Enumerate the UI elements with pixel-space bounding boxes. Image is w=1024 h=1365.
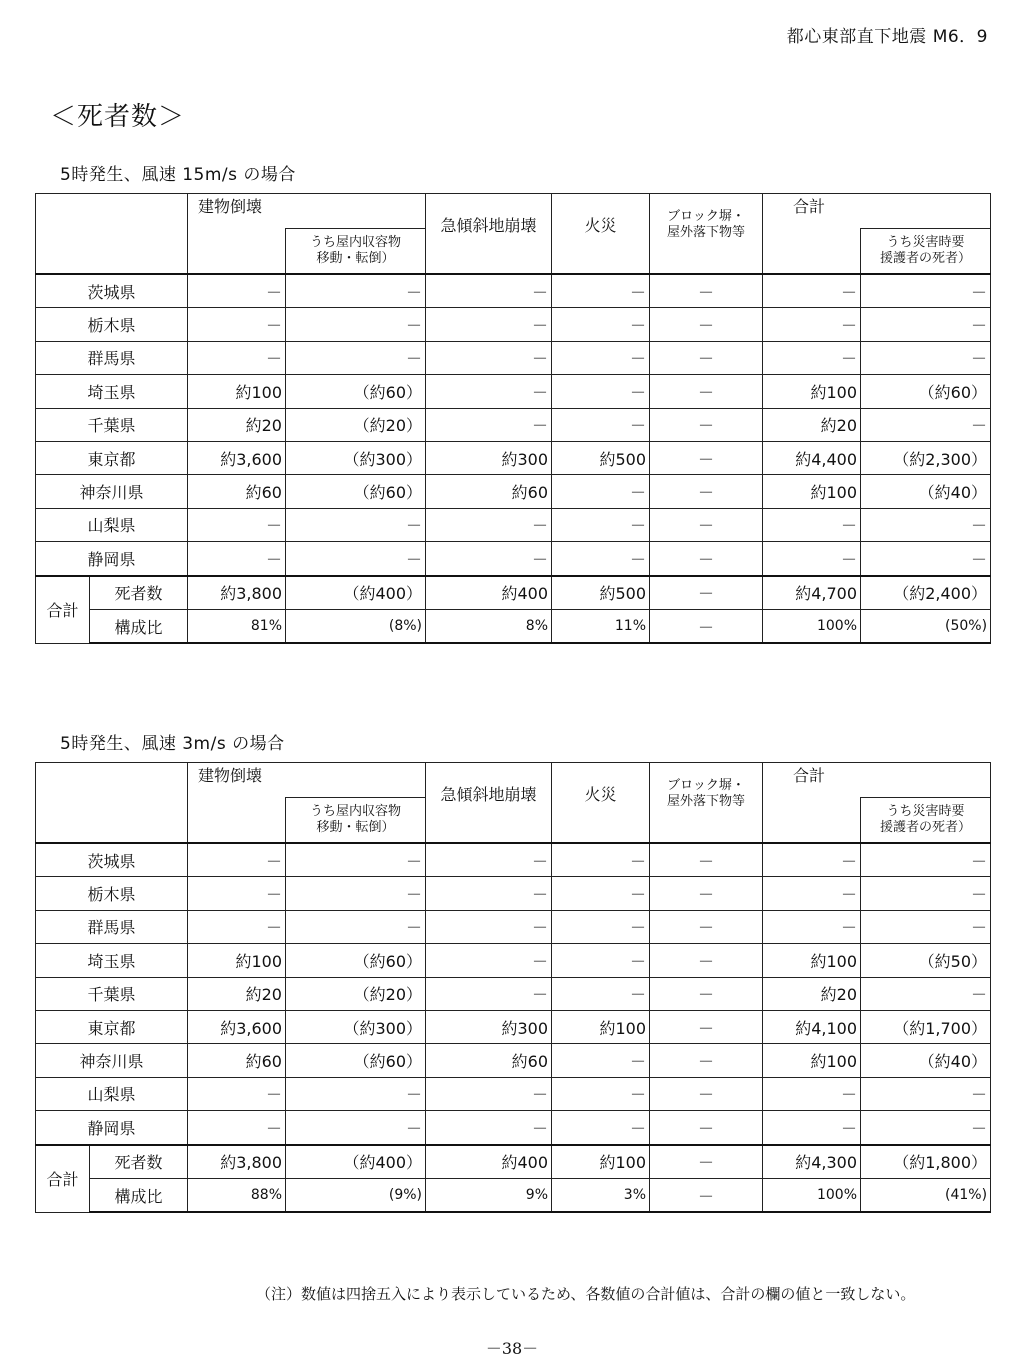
ratio-cell: 9% (426, 1178, 552, 1212)
data-cell: － (286, 308, 426, 341)
data-cell: － (286, 274, 426, 308)
data-cell: － (552, 1111, 650, 1145)
header-row (36, 763, 991, 798)
total-deaths-cell: － (650, 1145, 763, 1179)
col-header-indoor-sub: うち屋内収容物 移動・転倒） (286, 229, 426, 275)
total-deaths-cell: － (650, 576, 763, 610)
data-cell: （約60） (286, 375, 426, 408)
data-cell: － (552, 1077, 650, 1110)
total-deaths-cell: 約400 (426, 1145, 552, 1179)
data-cell: － (861, 408, 991, 441)
data-cell: － (188, 877, 286, 910)
table-row (36, 1077, 991, 1110)
prefecture-name: 千葉県 (36, 408, 188, 441)
prefecture-name: 栃木県 (36, 308, 188, 341)
data-cell: － (552, 877, 650, 910)
footnote: （注）数値は四捨五入により表示しているため、各数値の合計値は、合計の欄の値と一致しない。 (256, 1285, 916, 1303)
table-row (36, 1044, 991, 1077)
data-cell: － (426, 308, 552, 341)
data-cell: － (426, 508, 552, 541)
data-cell: 約20 (188, 408, 286, 441)
table-row (36, 877, 991, 910)
data-cell: － (650, 508, 763, 541)
data-cell: 約100 (763, 944, 861, 977)
data-cell: － (763, 843, 861, 877)
data-cell: － (650, 1044, 763, 1077)
table-row (36, 910, 991, 943)
total-deaths-cell: 約500 (552, 576, 650, 610)
data-cell: 約300 (426, 441, 552, 474)
data-cell: － (650, 877, 763, 910)
data-cell: － (650, 308, 763, 341)
data-cell: － (426, 910, 552, 943)
data-cell: － (286, 1111, 426, 1145)
col-header-building-collapse: 建物倒壊 (188, 194, 426, 229)
data-cell: （約40） (861, 475, 991, 508)
prefecture-name: 神奈川県 (36, 1044, 188, 1077)
col-header-block-wall: ブロック塀・ 屋外落下物等 (650, 763, 763, 844)
col-header-total: 合計 (763, 763, 991, 798)
ratio-cell: 3% (552, 1178, 650, 1212)
col-header-steep-slope: 急傾斜地崩壊 (426, 194, 552, 275)
death-toll-table-wind-15 (35, 193, 991, 644)
table-row (36, 944, 991, 977)
data-cell: － (861, 508, 991, 541)
data-cell: － (552, 308, 650, 341)
data-cell: － (650, 843, 763, 877)
prefecture-name: 群馬県 (36, 341, 188, 374)
data-cell: （約60） (286, 944, 426, 977)
data-cell: － (763, 542, 861, 576)
table-caption-wind-3: 5時発生、風速 3m/s の場合 (60, 734, 285, 754)
ratio-cell: 8% (426, 609, 552, 643)
header-corner-cell (36, 763, 188, 844)
death-toll-table-wind-3 (35, 762, 991, 1213)
total-deaths-cell: 約400 (426, 576, 552, 610)
data-cell: 約3,600 (188, 1010, 286, 1043)
col-header-fire: 火災 (552, 763, 650, 844)
data-cell: 約100 (763, 1044, 861, 1077)
data-cell: － (426, 843, 552, 877)
data-cell: － (650, 1010, 763, 1043)
data-cell: － (650, 341, 763, 374)
data-cell: － (763, 341, 861, 374)
col-header-indoor-sub: うち屋内収容物 移動・転倒） (286, 798, 426, 844)
prefecture-name: 茨城県 (36, 843, 188, 877)
table-row (36, 274, 991, 308)
data-cell: － (763, 910, 861, 943)
table-row (36, 408, 991, 441)
data-cell: 約60 (426, 475, 552, 508)
header-corner-cell (36, 194, 188, 275)
total-deaths-cell: 約4,700 (763, 576, 861, 610)
data-cell: 約60 (426, 1044, 552, 1077)
data-cell: － (650, 542, 763, 576)
data-cell: － (861, 910, 991, 943)
data-cell: － (188, 341, 286, 374)
data-cell: － (650, 910, 763, 943)
data-cell: 約100 (763, 475, 861, 508)
data-cell: － (650, 441, 763, 474)
deaths-label: 死者数 (90, 576, 188, 610)
total-deaths-cell: （約1,800） (861, 1145, 991, 1179)
data-cell: － (861, 977, 991, 1010)
ratio-cell: (41%) (861, 1178, 991, 1212)
prefecture-name: 山梨県 (36, 508, 188, 541)
data-cell: － (426, 944, 552, 977)
table-row (36, 1111, 991, 1145)
data-cell: － (763, 274, 861, 308)
data-cell: － (552, 475, 650, 508)
data-cell: － (861, 1077, 991, 1110)
data-cell: － (426, 274, 552, 308)
data-cell: 約60 (188, 475, 286, 508)
data-cell: － (552, 508, 650, 541)
table-row (36, 475, 991, 508)
data-cell: － (861, 1111, 991, 1145)
total-deaths-cell: 約4,300 (763, 1145, 861, 1179)
prefecture-name: 山梨県 (36, 1077, 188, 1110)
data-cell: － (188, 843, 286, 877)
total-deaths-row (36, 576, 991, 610)
prefecture-name: 静岡県 (36, 542, 188, 576)
data-cell: － (552, 910, 650, 943)
data-cell: 約500 (552, 441, 650, 474)
header-spacer-cell (763, 798, 861, 844)
table-row (36, 508, 991, 541)
prefecture-name: 栃木県 (36, 877, 188, 910)
prefecture-name: 千葉県 (36, 977, 188, 1010)
col-header-fire: 火災 (552, 194, 650, 275)
data-cell: 約60 (188, 1044, 286, 1077)
data-cell: － (286, 910, 426, 943)
total-deaths-cell: （約400） (286, 1145, 426, 1179)
col-header-vulnerable-sub: うち災害時要 援護者の死者） (861, 798, 991, 844)
table-row (36, 977, 991, 1010)
data-cell: － (861, 341, 991, 374)
col-header-total: 合計 (763, 194, 991, 229)
data-cell: － (188, 274, 286, 308)
ratio-cell: 88% (188, 1178, 286, 1212)
ratio-cell: (50%) (861, 609, 991, 643)
data-cell: － (763, 877, 861, 910)
data-cell: 約20 (763, 408, 861, 441)
total-deaths-cell: 約3,800 (188, 576, 286, 610)
data-cell: （約60） (286, 475, 426, 508)
page-number: －38－ (485, 1339, 539, 1358)
data-cell: － (650, 475, 763, 508)
data-cell: － (426, 1111, 552, 1145)
table-row (36, 341, 991, 374)
table-row (36, 441, 991, 474)
total-deaths-cell: （約400） (286, 576, 426, 610)
data-cell: － (286, 508, 426, 541)
prefecture-name: 茨城県 (36, 274, 188, 308)
data-cell: （約2,300） (861, 441, 991, 474)
data-cell: － (286, 542, 426, 576)
data-cell: － (426, 341, 552, 374)
data-cell: （約1,700） (861, 1010, 991, 1043)
prefecture-name: 神奈川県 (36, 475, 188, 508)
data-cell: － (861, 308, 991, 341)
data-cell: （約40） (861, 1044, 991, 1077)
data-cell: － (188, 508, 286, 541)
data-cell: － (552, 375, 650, 408)
data-cell: － (552, 977, 650, 1010)
data-cell: － (426, 877, 552, 910)
table-row (36, 308, 991, 341)
ratio-label: 構成比 (90, 609, 188, 643)
data-cell: － (286, 1077, 426, 1110)
data-cell: 約3,600 (188, 441, 286, 474)
data-cell: － (552, 1044, 650, 1077)
total-group-label: 合計 (36, 1145, 90, 1213)
data-cell: 約100 (188, 375, 286, 408)
data-cell: － (650, 408, 763, 441)
data-cell: － (426, 977, 552, 1010)
data-cell: 約4,400 (763, 441, 861, 474)
table-row (36, 375, 991, 408)
total-deaths-cell: 約100 (552, 1145, 650, 1179)
data-cell: － (286, 877, 426, 910)
ratio-cell: － (650, 609, 763, 643)
data-cell: － (426, 375, 552, 408)
total-deaths-row (36, 1145, 991, 1179)
data-cell: － (861, 877, 991, 910)
prefecture-name: 東京都 (36, 441, 188, 474)
data-cell: － (426, 1077, 552, 1110)
data-cell: （約50） (861, 944, 991, 977)
data-cell: 約20 (188, 977, 286, 1010)
data-cell: － (861, 274, 991, 308)
data-cell: 約100 (552, 1010, 650, 1043)
total-deaths-cell: （約2,400） (861, 576, 991, 610)
data-cell: － (861, 843, 991, 877)
prefecture-name: 東京都 (36, 1010, 188, 1043)
data-cell: － (552, 843, 650, 877)
data-cell: － (650, 1077, 763, 1110)
data-cell: 約4,100 (763, 1010, 861, 1043)
data-cell: － (286, 843, 426, 877)
data-cell: 約300 (426, 1010, 552, 1043)
page-title: ＜死者数＞ (50, 102, 186, 132)
data-cell: － (286, 341, 426, 374)
total-group-label: 合計 (36, 576, 90, 644)
data-cell: － (650, 274, 763, 308)
data-cell: － (552, 542, 650, 576)
data-cell: － (763, 508, 861, 541)
total-deaths-cell: 約3,800 (188, 1145, 286, 1179)
data-cell: － (650, 1111, 763, 1145)
data-cell: 約20 (763, 977, 861, 1010)
ratio-cell: 100% (763, 609, 861, 643)
ratio-label: 構成比 (90, 1178, 188, 1212)
ratio-cell: － (650, 1178, 763, 1212)
table-caption-wind-15: 5時発生、風速 15m/s の場合 (60, 165, 296, 185)
data-cell: － (763, 1077, 861, 1110)
col-header-building-collapse: 建物倒壊 (188, 763, 426, 798)
data-cell: （約60） (861, 375, 991, 408)
ratio-cell: (8%) (286, 609, 426, 643)
data-cell: － (188, 542, 286, 576)
ratio-cell: (9%) (286, 1178, 426, 1212)
data-cell: － (650, 944, 763, 977)
data-cell: － (552, 341, 650, 374)
ratio-cell: 11% (552, 609, 650, 643)
data-cell: （約20） (286, 408, 426, 441)
data-cell: － (188, 1077, 286, 1110)
ratio-cell: 81% (188, 609, 286, 643)
data-cell: （約300） (286, 1010, 426, 1043)
prefecture-name: 埼玉県 (36, 375, 188, 408)
header-spacer-cell (188, 798, 286, 844)
data-cell: 約100 (188, 944, 286, 977)
data-cell: － (188, 1111, 286, 1145)
deaths-label: 死者数 (90, 1145, 188, 1179)
data-cell: － (552, 944, 650, 977)
data-cell: － (861, 542, 991, 576)
table-row (36, 542, 991, 576)
data-cell: － (188, 308, 286, 341)
data-cell: （約20） (286, 977, 426, 1010)
prefecture-name: 群馬県 (36, 910, 188, 943)
data-cell: － (552, 408, 650, 441)
data-cell: － (650, 375, 763, 408)
data-cell: 約100 (763, 375, 861, 408)
data-cell: － (763, 1111, 861, 1145)
data-cell: － (650, 977, 763, 1010)
data-cell: （約300） (286, 441, 426, 474)
data-cell: － (426, 542, 552, 576)
data-cell: － (763, 308, 861, 341)
data-cell: － (552, 274, 650, 308)
data-cell: － (426, 408, 552, 441)
header-spacer-cell (188, 229, 286, 275)
col-header-block-wall: ブロック塀・ 屋外落下物等 (650, 194, 763, 275)
prefecture-name: 静岡県 (36, 1111, 188, 1145)
document-header-label: 都心東部直下地震 M6．9 (786, 27, 988, 47)
composition-ratio-row (36, 1178, 991, 1212)
header-row (36, 194, 991, 229)
table-row (36, 843, 991, 877)
prefecture-name: 埼玉県 (36, 944, 188, 977)
header-spacer-cell (763, 229, 861, 275)
data-cell: － (188, 910, 286, 943)
col-header-vulnerable-sub: うち災害時要 援護者の死者） (861, 229, 991, 275)
col-header-steep-slope: 急傾斜地崩壊 (426, 763, 552, 844)
data-cell: （約60） (286, 1044, 426, 1077)
table-row (36, 1010, 991, 1043)
ratio-cell: 100% (763, 1178, 861, 1212)
composition-ratio-row (36, 609, 991, 643)
